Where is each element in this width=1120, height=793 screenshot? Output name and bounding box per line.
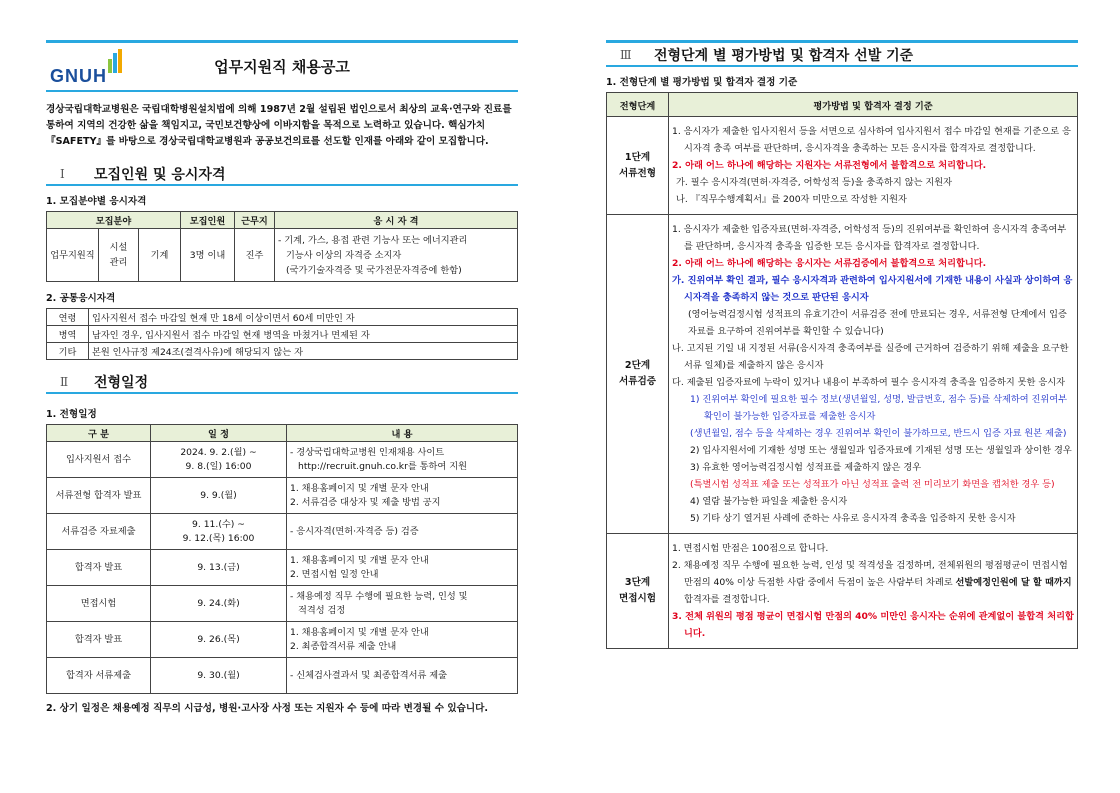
notice-header [46, 40, 518, 92]
criteria-line: 나. 『직무수행계획서』를 200자 미만으로 작성한 지원자 [676, 194, 907, 205]
table-cell: 업무지원직 [47, 229, 99, 282]
stage-number: 1단계 [624, 151, 651, 163]
criteria-line: (특별시험 성적표 제출 또는 성적표가 아닌 성적표 출력 전 미리보기 화면을 캡처한 경우 등) [690, 479, 1055, 490]
section-title: 모집인원 및 응시자격 [94, 167, 226, 183]
table-cell: 입사지원서 접수 마감일 현재 만 18세 이상이면서 60세 미만인 자 [89, 309, 518, 326]
table-row [47, 229, 518, 282]
table-cell: 입사지원서 접수 [47, 442, 151, 478]
stage-label [607, 215, 669, 534]
stage-number: 3단계 [624, 577, 651, 588]
criteria-line: 다. 제출된 입증자료에 누락이 있거나 내용이 부족하여 필수 응시자격 충족을 입증하지 못한 응시자 [672, 377, 1065, 388]
criteria-line: 1. 응시자가 제출한 입증자료(면허·자격증, 어학성적 등)의 진위여부를 확인하여 응시자격 충족여부를 판단하며, 응시자격 충족을 입증한 모든 응시자를 합격자로 결정합니다. [672, 224, 1067, 252]
table-row [47, 478, 518, 514]
subheading: 1. 모집분야별 응시자격 [46, 196, 147, 207]
criteria-line: 가. 진위여부 확인 결과, 필수 응시자격과 관련하여 입사지원서에 기재한 내용이 사실과 상이하여 응시자격을 충족하지 않는 것으로 판단된 응시자 [672, 275, 1073, 303]
table-header: 구 분 [47, 425, 151, 442]
qualification-line: (국가기술자격증 및 국가전문자격증에 한함) [286, 264, 462, 276]
stage-name: 서류검증 [618, 376, 657, 387]
section-number: Ⅲ [620, 48, 632, 62]
table-header: 모집분야 [47, 212, 181, 229]
table-cell: 3명 이내 [181, 229, 235, 282]
date-cell: 9. 30.(월) [151, 658, 287, 694]
content-line: - 경상국립대학교병원 인재채용 사이트 [290, 446, 445, 458]
date-line: 9. 12.(목) 16:00 [182, 532, 255, 544]
content-cell [287, 586, 518, 622]
date-cell [151, 514, 287, 550]
content-cell [287, 442, 518, 478]
criteria-line: 2) 입사지원서에 기재한 성명 또는 생월일과 입증자료에 기재된 성명 또는 생월일과 상이한 경우 [690, 445, 1072, 456]
table-row [47, 658, 518, 694]
stage-3-row [607, 534, 1078, 649]
criteria-line [672, 557, 1074, 608]
table-cell: 기타 [47, 343, 89, 360]
content-cell [287, 478, 518, 514]
evaluation-table [606, 92, 1078, 649]
criteria-line: 3. 전체 위원의 평점 평균이 면접시험 만점의 40% 미만인 응시자는 순위에 관계없이 불합격 처리합니다. [672, 611, 1074, 639]
table-header: 모집인원 [181, 212, 235, 229]
table-cell: 합격자 발표 [47, 550, 151, 586]
section-title: 전형일정 [94, 375, 149, 391]
stage-criteria [669, 215, 1078, 534]
criteria-line: 4) 열람 불가능한 파일을 제출한 응시자 [690, 496, 848, 507]
section-3-heading [606, 40, 1078, 67]
table-cell: 시설 관리 [99, 229, 139, 282]
table-cell: 연령 [47, 309, 89, 326]
criteria-line: 1. 응시자가 제출한 입사지원서 등을 서면으로 심사하여 입사지원서 접수 마감일 현재를 기준으로 응시자격 충족 여부를 판단하며, 응시자격을 충족하는 모든 응시자를 합격자로 결정합니다. [672, 126, 1071, 154]
stage-2-row [607, 215, 1078, 534]
section-1-heading [46, 164, 518, 186]
criteria-line: 2. 아래 어느 하나에 해당하는 지원자는 서류전형에서 불합격으로 처리합니다. [672, 160, 987, 171]
left-column [46, 40, 518, 717]
date-cell [151, 442, 287, 478]
table-row [47, 622, 518, 658]
criteria-line: 1) 진위여부 확인에 필요한 필수 정보(생년월일, 성명, 발급번호, 점수 등)를 삭제하여 진위여부 확인이 불가능한 입증자료를 제출한 응시자 [690, 394, 1067, 422]
qualification-cell [275, 229, 518, 282]
criteria-line: 나. 고지된 기일 내 지정된 서류(응시자격 충족여부를 실증에 근거하여 검증하기 위해 제출을 요구한 서류 일체)를 제출하지 않은 응시자 [672, 343, 1069, 371]
content-line: 2. 최종합격서류 제출 안내 [290, 640, 397, 652]
stage-label [607, 117, 669, 215]
content-cell [287, 550, 518, 586]
table-row [47, 442, 518, 478]
subheading: 2. 공통응시자격 [46, 293, 116, 304]
criteria-line: 가. 필수 응시자격(면허·자격증, 어학성적 등)을 충족하지 않는 지원자 [676, 177, 953, 188]
page-title: 업무지원직 채용공고 [214, 58, 350, 76]
table-header: 일 정 [151, 425, 287, 442]
date-line: 9. 11.(수) ~ [192, 518, 245, 530]
recruitment-table [46, 211, 518, 282]
table-cell: 남자인 경우, 입사지원서 접수 마감일 현재 병역을 마쳤거나 면제된 자 [89, 326, 518, 343]
table-cell: 서류전형 합격자 발표 [47, 478, 151, 514]
section-number: Ⅰ [60, 167, 65, 181]
table-cell: 진주 [235, 229, 275, 282]
stage-name: 면접시험 [618, 593, 657, 604]
section-number: Ⅱ [60, 375, 69, 389]
date-line: 9. 8.(일) 16:00 [185, 460, 252, 472]
table-row [47, 586, 518, 622]
content-line: 1. 채용홈페이지 및 개별 문자 안내 [290, 554, 429, 566]
table-cell: 기계 [139, 229, 181, 282]
table-header: 내 용 [287, 425, 518, 442]
content-line: 1. 채용홈페이지 및 개별 문자 안내 [290, 626, 429, 638]
stage-criteria [669, 117, 1078, 215]
table-cell: 본원 인사규정 제24조(결격사유)에 해당되지 않는 자 [89, 343, 518, 360]
criteria-line: 1. 면접시험 만점은 100점으로 합니다. [672, 543, 829, 554]
section-2-heading [46, 372, 518, 394]
criteria-emphasis: 선발예정인원에 달 할 때까지 [955, 577, 1072, 588]
table-header: 평가방법 및 합격자 결정 기준 [669, 93, 1078, 117]
stage-number: 2단계 [624, 360, 651, 371]
content-line: 적격성 검정 [298, 604, 346, 616]
stage-criteria [669, 534, 1078, 649]
table-header: 전형단계 [607, 93, 669, 117]
date-cell: 9. 26.(목) [151, 622, 287, 658]
table-cell: 면접시험 [47, 586, 151, 622]
criteria-line: 2. 아래 어느 하나에 해당하는 응시자는 서류검증에서 불합격으로 처리합니다. [672, 258, 987, 269]
right-column [606, 40, 1078, 649]
table-row [47, 550, 518, 586]
content-cell [287, 622, 518, 658]
criteria-line: 5) 기타 상기 열거된 사례에 준하는 사유로 응시자격 충족을 입증하지 못한 응시자 [690, 513, 1016, 524]
qualification-line: - 기계, 가스, 용접 관련 기능사 또는 에너지관리 [278, 234, 468, 246]
table-cell: 합격자 서류제출 [47, 658, 151, 694]
content-cell: - 응시자격(면허·자격증 등) 검증 [287, 514, 518, 550]
table-header: 응 시 자 격 [275, 212, 518, 229]
table-cell: 서류검증 자료제출 [47, 514, 151, 550]
subheading: 1. 전형일정 [46, 409, 97, 420]
logo-text: GNUH [50, 66, 107, 86]
date-line: 2024. 9. 2.(월) ~ [180, 446, 257, 458]
date-cell: 9. 24.(화) [151, 586, 287, 622]
content-line: - 채용예정 직무 수행에 필요한 능력, 인성 및 [290, 590, 468, 602]
criteria-line: 3) 유효한 영어능력검정시험 성적표를 제출하지 않은 경우 [690, 462, 922, 473]
schedule-footnote: 2. 상기 일정은 채용예정 직무의 시급성, 병원·고사장 사정 또는 지원자 수 등에 따라 변경될 수 있습니다. [46, 703, 489, 714]
subheading: 1. 전형단계 별 평가방법 및 합격자 결정 기준 [606, 77, 798, 88]
content-line: 1. 채용홈페이지 및 개별 문자 안내 [290, 482, 429, 494]
schedule-table [46, 424, 518, 694]
table-cell: 병역 [47, 326, 89, 343]
content-line: http://recruit.gnuh.co.kr를 통하여 지원 [298, 460, 467, 472]
criteria-line: (영어능력검정시험 성적표의 유효기간이 서류검증 전에 만료되는 경우, 서류전형 단계에서 입증자료를 요구하여 진위여부를 확인할 수 있습니다) [688, 309, 1067, 337]
table-header: 근무지 [235, 212, 275, 229]
date-cell: 9. 9.(월) [151, 478, 287, 514]
criteria-text: 2. 채용예정 직무 수행에 필요한 능력, 인성 및 적격성을 검정하며, 전체위원의 평점평균이 면접시험 만점의 40% 이상 득점한 사람 중에서 득점이 높은 사람부터 차례로 [672, 560, 1068, 588]
stage-label [607, 534, 669, 649]
date-cell: 9. 13.(금) [151, 550, 287, 586]
section-title: 전형단계 별 평가방법 및 합격자 선발 기준 [654, 48, 914, 64]
content-line: 2. 면접시험 일정 안내 [290, 568, 379, 580]
content-line: 2. 서류검증 대상자 및 제출 방법 공지 [290, 496, 441, 508]
table-row [47, 326, 518, 343]
stage-1-row [607, 117, 1078, 215]
table-row [47, 514, 518, 550]
qualification-line: 기능사 이상의 자격증 소지자 [286, 249, 402, 261]
stage-name: 서류전형 [618, 167, 657, 179]
intro-paragraph: 경상국립대학교병원은 국립대학병원설치법에 의해 1987년 2월 설립된 법인으로서 최상의 교육·연구와 진료를 통하여 지역의 건강한 삶을 책임지고, 국민보건향상에 이바지함을 목적으로 노력하고 있습니다. 핵심가치 『SAFETY』를 바탕으로 경상국립대학교병원과 공공보건의료를 선도할 인재를 아래와 같이 모집합니다. [46, 104, 512, 147]
common-qualification-table [46, 308, 518, 360]
criteria-text: 합격자를 결정합니다. [684, 594, 770, 605]
content-cell: - 신체검사결과서 및 최종합격서류 제출 [287, 658, 518, 694]
table-cell: 합격자 발표 [47, 622, 151, 658]
criteria-line: (생년월일, 점수 등을 삭제하는 경우 진위여부 확인이 불가하므로, 반드시 입증 자료 원본 제출) [690, 428, 1067, 439]
table-row [47, 343, 518, 360]
table-row [47, 309, 518, 326]
